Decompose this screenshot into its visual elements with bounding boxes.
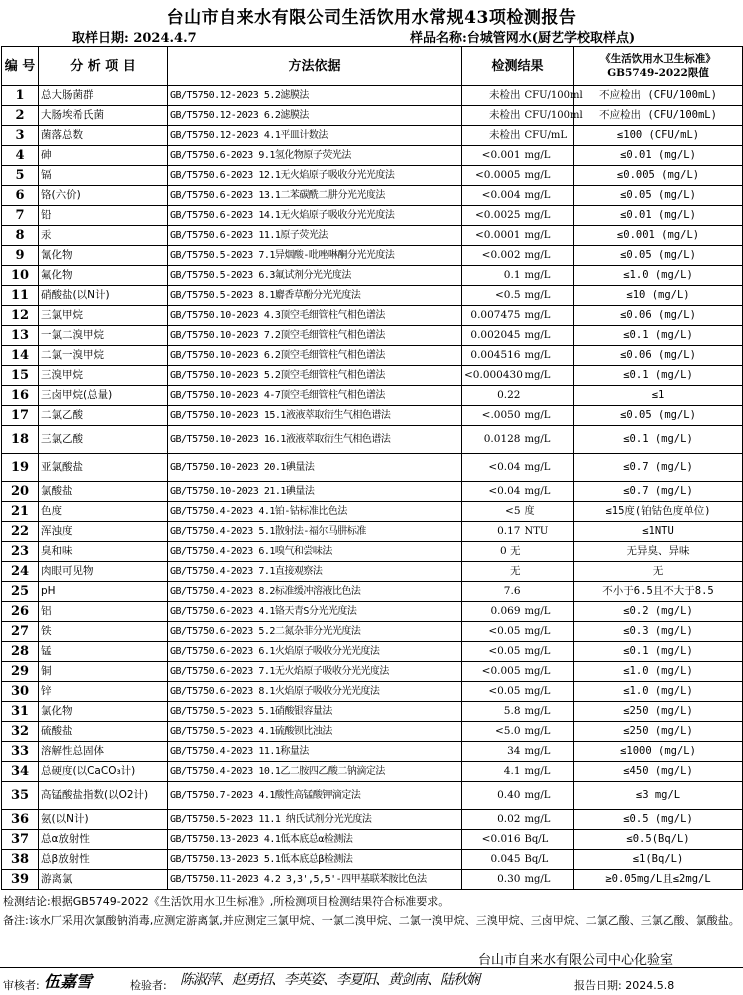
cell-limit: ≤0.7 (mg/L) [574, 482, 743, 502]
cell-result: 0.004516 [462, 346, 523, 366]
cell-unit: Bq/L [523, 850, 574, 870]
cell-no: 39 [2, 870, 39, 890]
cell-method: GB/T5750.4-2023 10.1乙二胺四乙酸二钠滴定法 [168, 762, 462, 782]
cell-limit: ≤15度(铂钴色度单位) [574, 502, 743, 522]
cell-result: 0.22 [462, 386, 523, 406]
cell-item: 铅 [39, 206, 168, 226]
cell-no: 31 [2, 702, 39, 722]
cell-item: 浑浊度 [39, 522, 168, 542]
cell-limit: ≤1NTU [574, 522, 743, 542]
cell-result: <0.0005 [462, 166, 523, 186]
cell-limit: ≤0.7 (mg/L) [574, 454, 743, 482]
table-row [2, 426, 743, 454]
cell-unit: mg/L [523, 870, 574, 890]
cell-item: 三卤甲烷(总量) [39, 386, 168, 406]
cell-result: <5.0 [462, 722, 523, 742]
cell-method: GB/T5750.5-2023 6.3氟试剂分光光度法 [168, 266, 462, 286]
cell-method: GB/T5750.13-2023 5.1低本底总β检测法 [168, 850, 462, 870]
cell-unit: CFU/100ml [523, 86, 574, 106]
cell-limit: ≤1 [574, 386, 743, 406]
cell-no: 22 [2, 522, 39, 542]
table-row [2, 702, 743, 722]
cell-no: 36 [2, 810, 39, 830]
cell-limit: ≤0.5 (mg/L) [574, 810, 743, 830]
cell-no: 17 [2, 406, 39, 426]
cell-item: 二氯一溴甲烷 [39, 346, 168, 366]
cell-no: 34 [2, 762, 39, 782]
cell-result: <0.04 [462, 482, 523, 502]
cell-item: 锌 [39, 682, 168, 702]
cell-unit: mg/L [523, 206, 574, 226]
cell-result: <0.002 [462, 246, 523, 266]
cell-limit: 不小于6.5且不大于8.5 [574, 582, 743, 602]
cell-method: GB/T5750.13-2023 4.1低本底总α检测法 [168, 830, 462, 850]
cell-limit: ≤0.2 (mg/L) [574, 602, 743, 622]
cell-item: 溶解性总固体 [39, 742, 168, 762]
cell-unit: mg/L [523, 810, 574, 830]
cell-method: GB/T5750.10-2023 15.1液液萃取衍生气相色谱法 [168, 406, 462, 426]
cell-no: 2 [2, 106, 39, 126]
cell-unit: mg/L [523, 366, 574, 386]
cell-item: 臭和味 [39, 542, 168, 562]
cell-unit: mg/L [523, 682, 574, 702]
header-standard-line1: 《生活饮用水卫生标准》 [600, 53, 716, 65]
cell-no: 19 [2, 454, 39, 482]
cell-result: 0.1 [462, 266, 523, 286]
cell-item: 总硬度(以CaCO₃计) [39, 762, 168, 782]
table-row [2, 830, 743, 850]
cell-unit: mg/L [523, 286, 574, 306]
cell-result: <0.05 [462, 682, 523, 702]
cell-result: 0.17 [462, 522, 523, 542]
cell-method: GB/T5750.4-2023 5.1散射法-福尔马肼标准 [168, 522, 462, 542]
cell-unit: mg/L [523, 742, 574, 762]
cell-method: GB/T5750.6-2023 14.1无火焰原子吸收分光光度法 [168, 206, 462, 226]
note-text: 备注:该水厂采用次氯酸钠消毒,应测定游离氯,并应测定三氯甲烷、一氯二溴甲烷、二氯一溴甲烷、三溴甲烷、三卤甲烷、二氯乙酸、三氯乙酸、氯酸盐。 [3, 914, 740, 927]
table-row [2, 286, 743, 306]
cell-limit: ≤0.05 (mg/L) [574, 246, 743, 266]
cell-unit: mg/L [523, 482, 574, 502]
header-item: 分 析 项 目 [39, 47, 168, 86]
cell-result: 无 [462, 562, 523, 582]
cell-limit: ≤0.1 (mg/L) [574, 426, 743, 454]
cell-result: 0.002045 [462, 326, 523, 346]
cell-limit: ≤0.001 (mg/L) [574, 226, 743, 246]
report-date: 报告日期: 2024.5.8 [574, 979, 675, 992]
table-row [2, 86, 743, 106]
cell-unit: mg/L [523, 266, 574, 286]
cell-unit: mg/L [523, 426, 574, 454]
cell-limit: 无异臭、异味 [574, 542, 743, 562]
footer-divider [0, 967, 743, 968]
cell-method: GB/T5750.5-2023 8.1麝香草酚分光光度法 [168, 286, 462, 306]
cell-item: 氯化物 [39, 702, 168, 722]
header-method: 方法依据 [168, 47, 462, 86]
cell-method: GB/T5750.10-2023 4-7顶空毛细管柱气相色谱法 [168, 386, 462, 406]
cell-unit: mg/L [523, 186, 574, 206]
cell-result: 未检出 [462, 86, 523, 106]
cell-item: 三溴甲烷 [39, 366, 168, 386]
cell-unit: NTU [523, 522, 574, 542]
cell-item: 高锰酸盐指数(以O2计) [39, 782, 168, 810]
cell-unit: mg/L [523, 406, 574, 426]
table-row [2, 850, 743, 870]
table-row [2, 542, 743, 562]
cell-no: 13 [2, 326, 39, 346]
cell-no: 23 [2, 542, 39, 562]
table-row [2, 186, 743, 206]
inspector-label: 检验者: [130, 979, 167, 992]
cell-result: 4.1 [462, 762, 523, 782]
cell-unit [523, 542, 574, 562]
cell-item: 大肠埃希氏菌 [39, 106, 168, 126]
cell-method: GB/T5750.6-2023 5.2二氮杂菲分光光度法 [168, 622, 462, 642]
table-row [2, 870, 743, 890]
table-row [2, 366, 743, 386]
cell-no: 29 [2, 662, 39, 682]
cell-result: <0.0025 [462, 206, 523, 226]
cell-limit: ≤0.01 (mg/L) [574, 146, 743, 166]
cell-result: <0.016 [462, 830, 523, 850]
cell-method: GB/T5750.12-2023 4.1平皿计数法 [168, 126, 462, 146]
cell-result: 0 无 [462, 542, 523, 562]
cell-item: 氰化物 [39, 246, 168, 266]
cell-no: 35 [2, 782, 39, 810]
cell-method: GB/T5750.5-2023 11.1 纳氏试剂分光光度法 [168, 810, 462, 830]
cell-unit: mg/L [523, 602, 574, 622]
cell-no: 26 [2, 602, 39, 622]
header-standard-line2: GB5749-2022限值 [607, 67, 709, 79]
cell-result: 0.045 [462, 850, 523, 870]
cell-limit: ≤0.1 (mg/L) [574, 326, 743, 346]
cell-method: GB/T5750.6-2023 8.1火焰原子吸收分光光度法 [168, 682, 462, 702]
cell-item: 汞 [39, 226, 168, 246]
cell-unit: mg/L [523, 346, 574, 366]
cell-method: GB/T5750.6-2023 6.1火焰原子吸收分光光度法 [168, 642, 462, 662]
cell-limit: ≤250 (mg/L) [574, 702, 743, 722]
cell-limit: ≤0.3 (mg/L) [574, 622, 743, 642]
cell-no: 16 [2, 386, 39, 406]
cell-no: 30 [2, 682, 39, 702]
sample-date: 取样日期: 2024.4.7 [72, 31, 197, 46]
cell-item: 亚氯酸盐 [39, 454, 168, 482]
cell-item: 游离氯 [39, 870, 168, 890]
cell-item: 铁 [39, 622, 168, 642]
cell-result: <0.5 [462, 286, 523, 306]
cell-result: <5 [462, 502, 523, 522]
reviewer-label: 审核者: [3, 979, 40, 992]
table-row [2, 146, 743, 166]
cell-no: 20 [2, 482, 39, 502]
lab-name: 台山市自来水有限公司中心化验室 [478, 953, 674, 968]
cell-result: <0.001 [462, 146, 523, 166]
table-row [2, 126, 743, 146]
table-row [2, 602, 743, 622]
cell-result: 7.6 [462, 582, 523, 602]
test-results-table [1, 46, 743, 890]
cell-limit: ≤10 (mg/L) [574, 286, 743, 306]
cell-no: 7 [2, 206, 39, 226]
cell-method: GB/T5750.5-2023 4.1硫酸钡比浊法 [168, 722, 462, 742]
cell-unit: mg/L [523, 306, 574, 326]
cell-result: 0.40 [462, 782, 523, 810]
cell-unit [523, 562, 574, 582]
cell-no: 25 [2, 582, 39, 602]
table-header-row [2, 47, 743, 86]
cell-unit: mg/L [523, 246, 574, 266]
table-row [2, 482, 743, 502]
table-row [2, 582, 743, 602]
cell-result: 0.30 [462, 870, 523, 890]
cell-result: 未检出 [462, 106, 523, 126]
conclusion-text: 检测结论:根据GB5749-2022《生活饮用水卫生标准》,所检测项目检测结果符合标准要求。 [3, 895, 450, 908]
cell-no: 12 [2, 306, 39, 326]
cell-method: GB/T5750.7-2023 4.1酸性高锰酸钾滴定法 [168, 782, 462, 810]
cell-limit: ≤100 (CFU/mL) [574, 126, 743, 146]
cell-no: 10 [2, 266, 39, 286]
cell-limit: ≤1.0 (mg/L) [574, 266, 743, 286]
cell-no: 27 [2, 622, 39, 642]
cell-method: GB/T5750.4-2023 6.1嗅气和尝味法 [168, 542, 462, 562]
header-standard [574, 47, 743, 86]
table-row [2, 106, 743, 126]
cell-result: <0.0001 [462, 226, 523, 246]
cell-method: GB/T5750.6-2023 9.1氢化物原子荧光法 [168, 146, 462, 166]
table-row [2, 762, 743, 782]
cell-limit: ≤250 (mg/L) [574, 722, 743, 742]
cell-item: 硝酸盐(以N计) [39, 286, 168, 306]
cell-method: GB/T5750.4-2023 8.2标准缓冲溶液比色法 [168, 582, 462, 602]
cell-item: 锰 [39, 642, 168, 662]
cell-method: GB/T5750.10-2023 21.1碘量法 [168, 482, 462, 502]
cell-unit: mg/L [523, 226, 574, 246]
table-row [2, 562, 743, 582]
cell-item: 菌落总数 [39, 126, 168, 146]
cell-unit: 度 [523, 502, 574, 522]
cell-unit: mg/L [523, 146, 574, 166]
cell-item: 色度 [39, 502, 168, 522]
cell-limit: ≤0.06 (mg/L) [574, 306, 743, 326]
cell-unit [523, 582, 574, 602]
cell-limit: ≤1.0 (mg/L) [574, 662, 743, 682]
cell-item: 总α放射性 [39, 830, 168, 850]
cell-unit: CFU/mL [523, 126, 574, 146]
cell-method: GB/T5750.6-2023 12.1无火焰原子吸收分光光度法 [168, 166, 462, 186]
cell-limit: ≤0.1 (mg/L) [574, 642, 743, 662]
cell-result: 未检出 [462, 126, 523, 146]
cell-method: GB/T5750.10-2023 7.2顶空毛细管柱气相色谱法 [168, 326, 462, 346]
cell-limit: ≤0.005 (mg/L) [574, 166, 743, 186]
cell-item: 硫酸盐 [39, 722, 168, 742]
cell-limit: ≤1.0 (mg/L) [574, 682, 743, 702]
cell-no: 1 [2, 86, 39, 106]
table-row [2, 326, 743, 346]
cell-unit: Bq/L [523, 830, 574, 850]
cell-limit: ≤0.06 (mg/L) [574, 346, 743, 366]
table-row [2, 502, 743, 522]
cell-result: <0.005 [462, 662, 523, 682]
cell-limit: ≤1000 (mg/L) [574, 742, 743, 762]
cell-limit: ≤0.5(Bq/L) [574, 830, 743, 850]
table-row [2, 454, 743, 482]
cell-limit: 不应检出 (CFU/100mL) [574, 86, 743, 106]
report-title: 台山市自来水有限公司生活饮用水常规43项检测报告 [166, 8, 577, 28]
cell-method: GB/T5750.10-2023 6.2顶空毛细管柱气相色谱法 [168, 346, 462, 366]
cell-method: GB/T5750.10-2023 4.3顶空毛细管柱气相色谱法 [168, 306, 462, 326]
cell-method: GB/T5750.10-2023 16.1液液萃取衍生气相色谱法 [168, 426, 462, 454]
cell-no: 3 [2, 126, 39, 146]
cell-no: 32 [2, 722, 39, 742]
cell-result: 34 [462, 742, 523, 762]
cell-unit: CFU/100ml [523, 106, 574, 126]
cell-result: <0.004 [462, 186, 523, 206]
cell-unit: mg/L [523, 722, 574, 742]
cell-method: GB/T5750.12-2023 6.2滤膜法 [168, 106, 462, 126]
cell-method: GB/T5750.6-2023 13.1二苯碳酰二肼分光光度法 [168, 186, 462, 206]
cell-no: 15 [2, 366, 39, 386]
cell-limit: ≤1(Bq/L) [574, 850, 743, 870]
cell-item: 氯酸盐 [39, 482, 168, 502]
cell-no: 33 [2, 742, 39, 762]
cell-item: 肉眼可见物 [39, 562, 168, 582]
table-row [2, 306, 743, 326]
cell-result: 0.007475 [462, 306, 523, 326]
cell-unit: mg/L [523, 166, 574, 186]
cell-item: 铝 [39, 602, 168, 622]
cell-no: 6 [2, 186, 39, 206]
cell-limit: ≤0.1 (mg/L) [574, 366, 743, 386]
table-row [2, 226, 743, 246]
cell-no: 38 [2, 850, 39, 870]
header-result: 检测结果 [462, 47, 574, 86]
cell-no: 21 [2, 502, 39, 522]
cell-no: 5 [2, 166, 39, 186]
table-row [2, 346, 743, 366]
cell-unit: mg/L [523, 662, 574, 682]
cell-method: GB/T5750.5-2023 7.1异烟酸-吡唑啉酮分光光度法 [168, 246, 462, 266]
cell-result: 0.0128 [462, 426, 523, 454]
table-row [2, 386, 743, 406]
cell-no: 28 [2, 642, 39, 662]
cell-no: 24 [2, 562, 39, 582]
reviewer-signature: 伍嘉雪 [44, 972, 93, 991]
table-row [2, 406, 743, 426]
cell-limit: 不应检出 (CFU/100mL) [574, 106, 743, 126]
table-row [2, 166, 743, 186]
table-row [2, 742, 743, 762]
cell-item: 氨(以N计) [39, 810, 168, 830]
cell-result: <0.04 [462, 454, 523, 482]
table-row [2, 206, 743, 226]
cell-method: GB/T5750.5-2023 5.1硝酸银容量法 [168, 702, 462, 722]
cell-result: 0.02 [462, 810, 523, 830]
cell-method: GB/T5750.6-2023 11.1原子荧光法 [168, 226, 462, 246]
cell-limit: ≥0.05mg/L且≤2mg/L [574, 870, 743, 890]
cell-unit [523, 386, 574, 406]
cell-result: 0.069 [462, 602, 523, 622]
table-row [2, 246, 743, 266]
cell-item: 镉 [39, 166, 168, 186]
cell-limit: ≤0.01 (mg/L) [574, 206, 743, 226]
cell-no: 8 [2, 226, 39, 246]
cell-no: 37 [2, 830, 39, 850]
cell-no: 4 [2, 146, 39, 166]
cell-item: 一氯二溴甲烷 [39, 326, 168, 346]
cell-limit: ≤0.05 (mg/L) [574, 186, 743, 206]
cell-no: 11 [2, 286, 39, 306]
cell-item: 总大肠菌群 [39, 86, 168, 106]
cell-unit: mg/L [523, 762, 574, 782]
cell-unit: mg/L [523, 454, 574, 482]
cell-method: GB/T5750.6-2023 7.1无火焰原子吸收分光光度法 [168, 662, 462, 682]
cell-no: 18 [2, 426, 39, 454]
cell-item: pH [39, 582, 168, 602]
inspector-signatures: 陈淑萍、赵勇招、李英姿、李夏阳、黄剑南、陆秋娴 [180, 972, 479, 988]
cell-item: 氟化物 [39, 266, 168, 286]
cell-method: GB/T5750.6-2023 4.1铬天青S分光光度法 [168, 602, 462, 622]
cell-limit: 无 [574, 562, 743, 582]
cell-result: <0.000430 [462, 366, 523, 386]
cell-unit: mg/L [523, 326, 574, 346]
cell-result: <0.05 [462, 642, 523, 662]
cell-item: 三氯甲烷 [39, 306, 168, 326]
header-no: 编 号 [2, 47, 39, 86]
table-row [2, 682, 743, 702]
cell-limit: ≤0.05 (mg/L) [574, 406, 743, 426]
cell-result: <.0050 [462, 406, 523, 426]
table-row [2, 810, 743, 830]
cell-method: GB/T5750.10-2023 20.1碘量法 [168, 454, 462, 482]
table-row [2, 522, 743, 542]
table-row [2, 662, 743, 682]
cell-method: GB/T5750.4-2023 11.1称量法 [168, 742, 462, 762]
cell-item: 三氯乙酸 [39, 426, 168, 454]
table-row [2, 642, 743, 662]
cell-item: 铜 [39, 662, 168, 682]
cell-method: GB/T5750.12-2023 5.2滤膜法 [168, 86, 462, 106]
cell-item: 砷 [39, 146, 168, 166]
cell-item: 总β放射性 [39, 850, 168, 870]
cell-unit: mg/L [523, 622, 574, 642]
cell-method: GB/T5750.4-2023 4.1铂-钴标准比色法 [168, 502, 462, 522]
cell-method: GB/T5750.10-2023 5.2顶空毛细管柱气相色谱法 [168, 366, 462, 386]
cell-result: 5.8 [462, 702, 523, 722]
cell-unit: mg/L [523, 642, 574, 662]
table-row [2, 722, 743, 742]
cell-unit: mg/L [523, 782, 574, 810]
table-row [2, 622, 743, 642]
cell-no: 9 [2, 246, 39, 266]
cell-unit: mg/L [523, 702, 574, 722]
table-row [2, 266, 743, 286]
cell-result: <0.05 [462, 622, 523, 642]
cell-item: 二氯乙酸 [39, 406, 168, 426]
cell-limit: ≤450 (mg/L) [574, 762, 743, 782]
table-row [2, 782, 743, 810]
cell-no: 14 [2, 346, 39, 366]
cell-item: 铬(六价) [39, 186, 168, 206]
cell-limit: ≤3 mg/L [574, 782, 743, 810]
cell-method: GB/T5750.11-2023 4.2 3,3',5,5'-四甲基联苯胺比色法 [168, 870, 462, 890]
cell-method: GB/T5750.4-2023 7.1直接观察法 [168, 562, 462, 582]
sample-name: 样品名称:台城管网水(厨艺学校取样点) [410, 31, 636, 46]
